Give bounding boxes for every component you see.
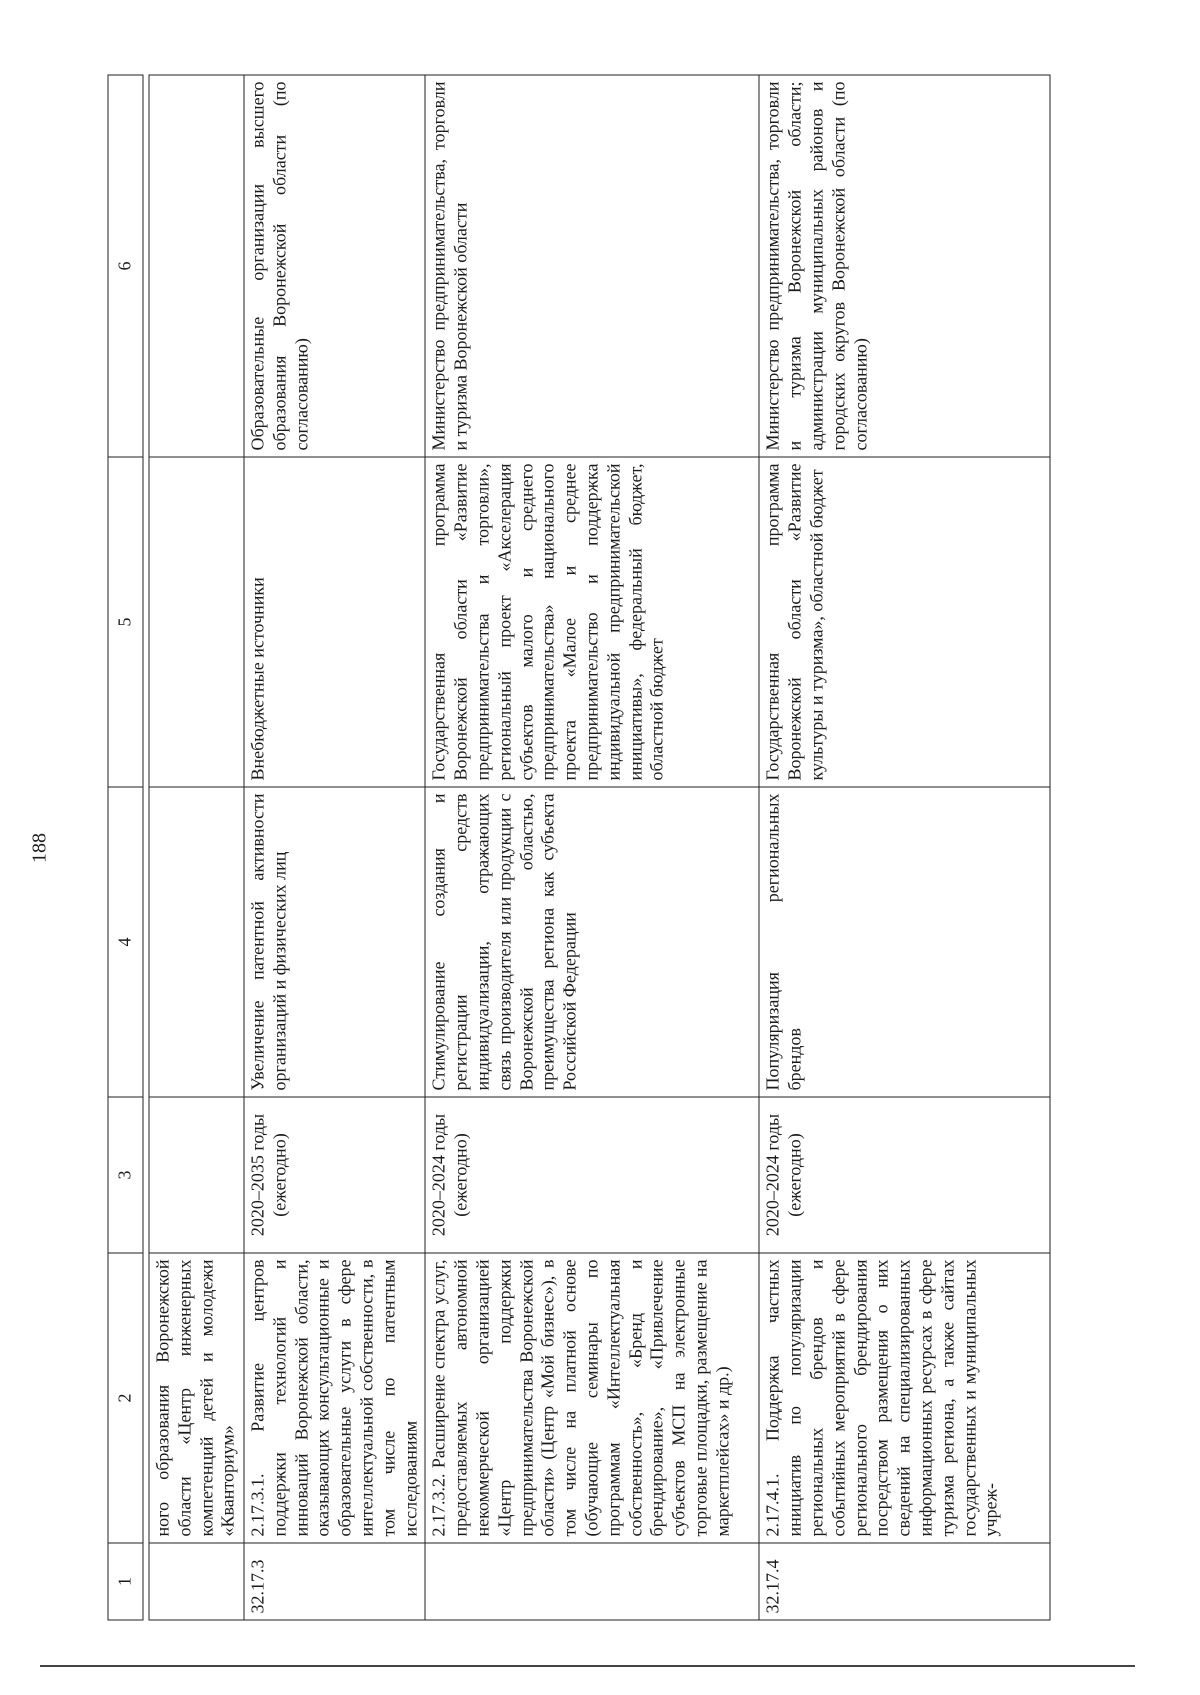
table-row [425,75,759,1620]
row-number: 32.17.3 [244,1543,425,1620]
result-cell: Популяризация региональных брендов [759,787,1050,1097]
executor-cell: Министерство предпринимательства, торговли и туризма Воронежской области [425,75,759,457]
row-number [425,1543,759,1620]
result-cell [149,787,244,1097]
column-header: 2 [108,1253,143,1543]
source-cell: Государственная программа Воронежской области «Развитие предпринимательства и торговли», региональный проект «Акселерация субъектов малого и среднего предпринимательства» национального проекта «Малое и среднее предпринимательство и поддержка индивидуальной предпринимательской инициативы», федеральный бюджет, областной бюджет [425,457,759,787]
activity-cell: 2.17.3.1. Развитие центров поддержки технологий и инноваций Воронежской области, оказывающих консультационные и образовательные услуги в сфере интеллектуальной собственности, в том числе по патентным исследованиям [244,1253,425,1543]
period-cell: 2020–2024 годы (ежегодно) [425,1097,759,1253]
result-cell: Стимулирование создания и регистрации средств индивидуализации, отражающих связь производителя или продукции с Воронежской областью, преимущества региона как субъекта Российской Федерации [425,787,759,1097]
table-row [759,75,1050,1620]
column-header: 1 [108,1543,143,1620]
column-header: 6 [108,75,143,457]
activity-cell: 2.17.4.1. Поддержка частных инициатив по популяризации региональных брендов и событийных мероприятий в сфере регионального брендирования посредством размещения о них сведений на специализированных информационных ресурсах в сфере туризма региона, а также сайтах государственных и муниципальных учреж- [759,1253,1050,1543]
period-cell: 2020–2035 годы (ежегодно) [244,1097,425,1253]
source-cell [149,457,244,787]
plan-table [108,75,1051,1621]
source-cell: Внебюджетные источники [244,457,425,787]
table-row [244,75,425,1620]
period-cell [149,1097,244,1253]
page-number: 188 [28,833,51,863]
executor-cell [149,75,244,457]
executor-cell: Образовательные организации высшего образования Воронежской области (по согласованию) [244,75,425,457]
result-cell: Увеличение патентной активности организаций и физических лиц [244,787,425,1097]
row-number: 32.17.4 [759,1543,1050,1620]
activity-cell: 2.17.3.2. Расширение спектра услуг, предоставляемых автономной некоммерческой организацией «Центр поддержки предпринимательства Воронежской области» (Центр «Мой бизнес»), в том числе на платной основе (обучающие семинары по программам «Интеллектуальная собственность», «Бренд и брендирование», «Привлечение субъектов МСП на электронные торговые площадки, размещение на маркетплейсах» и др.) [425,1253,759,1543]
activity-cell: ного образования Воронежской области «Центр инженерных компетенций детей и молодежи «Кванториум» [149,1253,244,1543]
executor-cell: Министерство предпринимательства, торговли и туризма Воронежской области; администрации муниципальных районов и городских округов Воронежской области (по согласованию) [759,75,1050,457]
rotated-table-frame [108,76,1048,1621]
table-row [149,75,244,1620]
source-cell: Государственная программа Воронежской области «Развитие культуры и туризма», областной бюджет [759,457,1050,787]
row-number [149,1543,244,1620]
column-header: 3 [108,1097,143,1253]
period-cell: 2020–2024 годы (ежегодно) [759,1097,1050,1253]
table-header-row [108,75,143,1620]
page-edge-line [40,1665,1135,1667]
column-header: 4 [108,787,143,1097]
column-header: 5 [108,457,143,787]
